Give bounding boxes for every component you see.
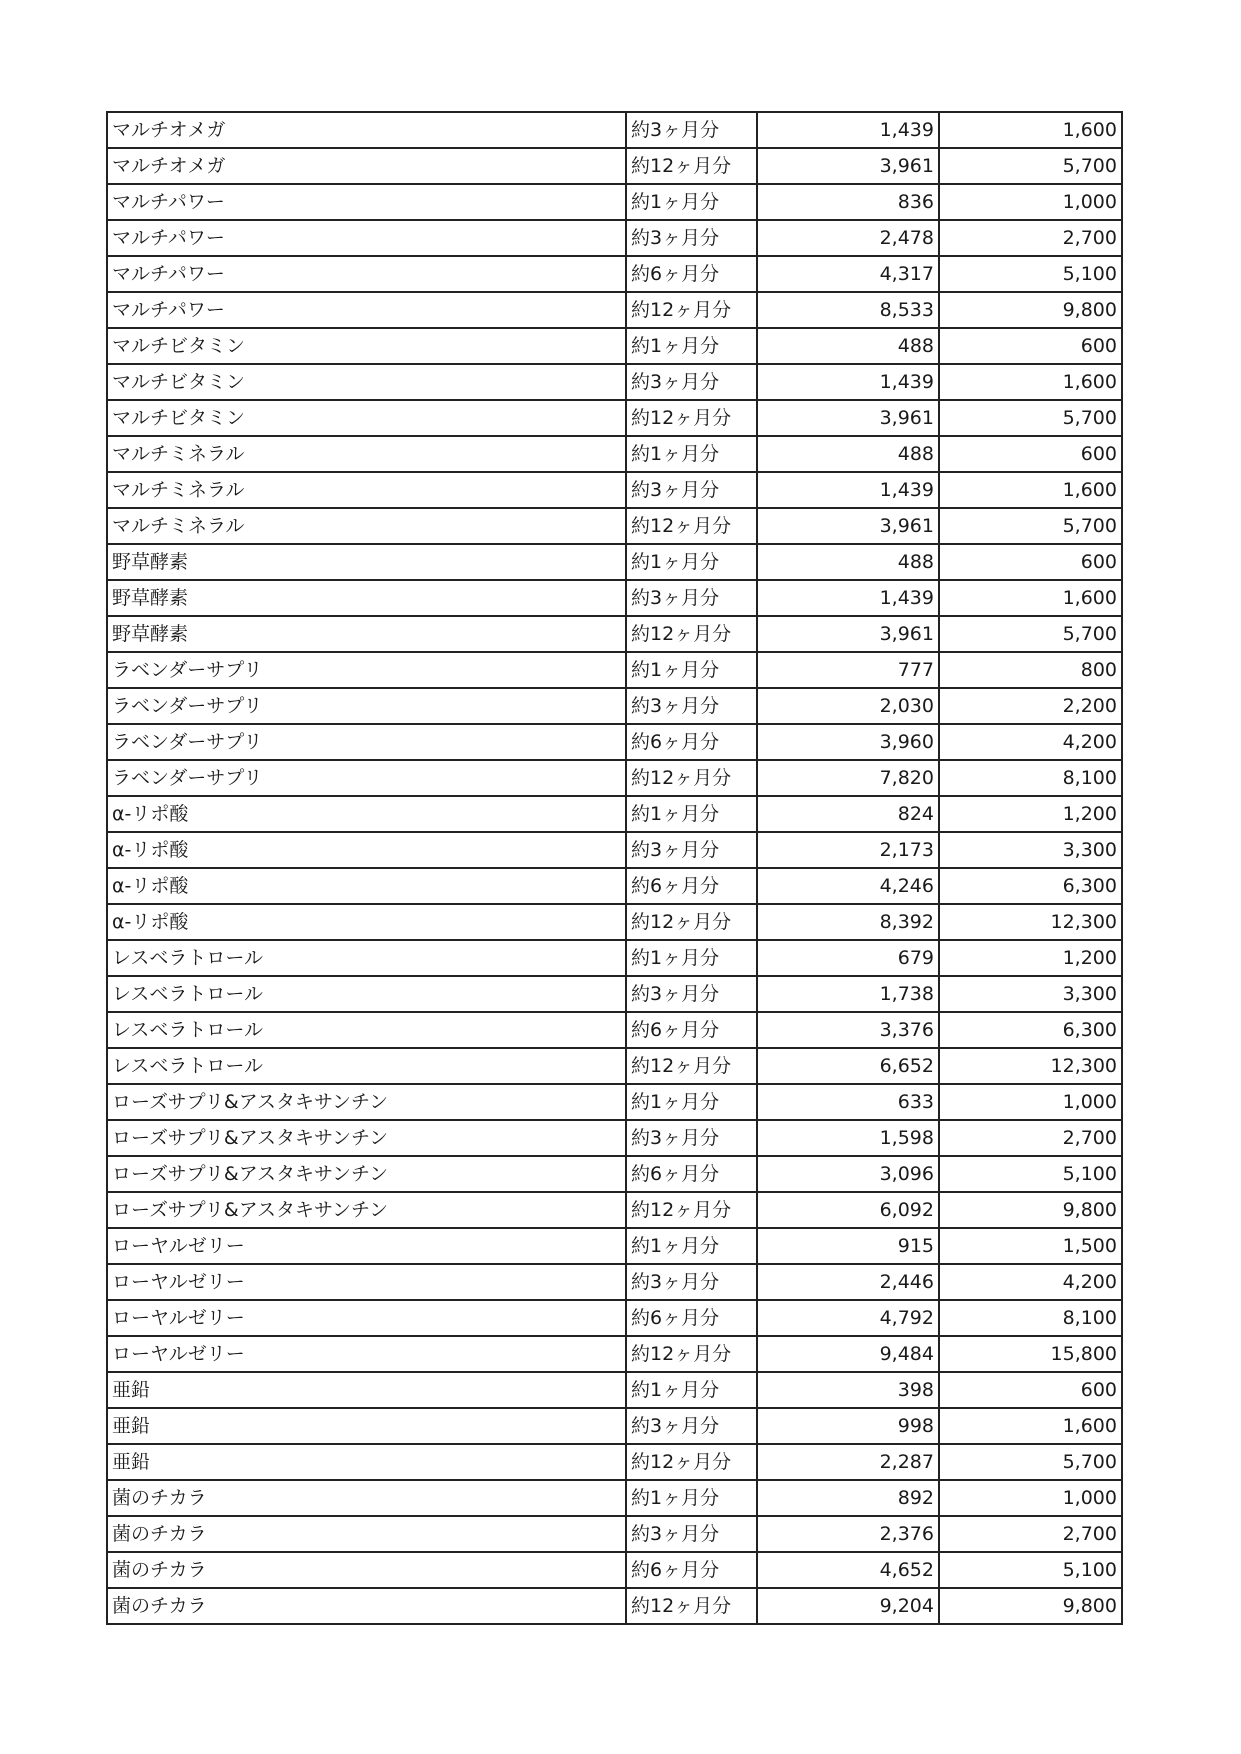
period-cell: 約12ヶ月分 xyxy=(626,508,757,544)
product-name-cell: ラベンダーサプリ xyxy=(107,760,626,796)
cost-cell: 892 xyxy=(757,1480,939,1516)
price-cell: 1,000 xyxy=(939,1084,1122,1120)
period-cell: 約1ヶ月分 xyxy=(626,1372,757,1408)
period-cell: 約6ヶ月分 xyxy=(626,1156,757,1192)
price-cell: 600 xyxy=(939,544,1122,580)
table-row xyxy=(107,1444,1122,1480)
cost-cell: 4,246 xyxy=(757,868,939,904)
table-row xyxy=(107,112,1122,148)
cost-cell: 836 xyxy=(757,184,939,220)
price-cell: 1,600 xyxy=(939,1408,1122,1444)
product-name-cell: マルチオメガ xyxy=(107,112,626,148)
price-table-body xyxy=(107,112,1122,1624)
product-name-cell: α-リポ酸 xyxy=(107,796,626,832)
cost-cell: 8,392 xyxy=(757,904,939,940)
product-name-cell: ラベンダーサプリ xyxy=(107,688,626,724)
period-cell: 約6ヶ月分 xyxy=(626,1012,757,1048)
table-row xyxy=(107,1588,1122,1624)
product-name-cell: α-リポ酸 xyxy=(107,868,626,904)
product-name-cell: マルチビタミン xyxy=(107,364,626,400)
price-cell: 800 xyxy=(939,652,1122,688)
table-row xyxy=(107,220,1122,256)
price-cell: 3,300 xyxy=(939,976,1122,1012)
cost-cell: 8,533 xyxy=(757,292,939,328)
cost-cell: 9,204 xyxy=(757,1588,939,1624)
product-name-cell: ローズサプリ&アスタキサンチン xyxy=(107,1156,626,1192)
cost-cell: 915 xyxy=(757,1228,939,1264)
price-cell: 8,100 xyxy=(939,1300,1122,1336)
product-name-cell: マルチミネラル xyxy=(107,436,626,472)
product-name-cell: レスベラトロール xyxy=(107,1012,626,1048)
price-cell: 6,300 xyxy=(939,1012,1122,1048)
product-name-cell: マルチオメガ xyxy=(107,148,626,184)
product-name-cell: ローズサプリ&アスタキサンチン xyxy=(107,1120,626,1156)
table-row xyxy=(107,1336,1122,1372)
period-cell: 約1ヶ月分 xyxy=(626,1084,757,1120)
period-cell: 約3ヶ月分 xyxy=(626,364,757,400)
price-cell: 15,800 xyxy=(939,1336,1122,1372)
period-cell: 約6ヶ月分 xyxy=(626,1300,757,1336)
table-row xyxy=(107,400,1122,436)
price-table xyxy=(106,111,1123,1625)
cost-cell: 2,446 xyxy=(757,1264,939,1300)
cost-cell: 7,820 xyxy=(757,760,939,796)
product-name-cell: 菌のチカラ xyxy=(107,1588,626,1624)
table-row xyxy=(107,148,1122,184)
period-cell: 約3ヶ月分 xyxy=(626,1516,757,1552)
table-row xyxy=(107,1012,1122,1048)
period-cell: 約12ヶ月分 xyxy=(626,148,757,184)
price-cell: 1,000 xyxy=(939,1480,1122,1516)
cost-cell: 488 xyxy=(757,436,939,472)
table-row xyxy=(107,1084,1122,1120)
cost-cell: 1,439 xyxy=(757,580,939,616)
period-cell: 約12ヶ月分 xyxy=(626,1588,757,1624)
cost-cell: 3,961 xyxy=(757,400,939,436)
cost-cell: 3,961 xyxy=(757,148,939,184)
product-name-cell: マルチパワー xyxy=(107,184,626,220)
price-cell: 1,000 xyxy=(939,184,1122,220)
price-cell: 6,300 xyxy=(939,868,1122,904)
product-name-cell: マルチパワー xyxy=(107,220,626,256)
cost-cell: 488 xyxy=(757,328,939,364)
cost-cell: 4,317 xyxy=(757,256,939,292)
table-row xyxy=(107,1372,1122,1408)
cost-cell: 2,376 xyxy=(757,1516,939,1552)
product-name-cell: マルチミネラル xyxy=(107,508,626,544)
product-name-cell: 野草酵素 xyxy=(107,544,626,580)
period-cell: 約1ヶ月分 xyxy=(626,544,757,580)
cost-cell: 1,439 xyxy=(757,112,939,148)
table-row xyxy=(107,868,1122,904)
product-name-cell: ローヤルゼリー xyxy=(107,1264,626,1300)
cost-cell: 3,376 xyxy=(757,1012,939,1048)
period-cell: 約3ヶ月分 xyxy=(626,1120,757,1156)
period-cell: 約6ヶ月分 xyxy=(626,868,757,904)
period-cell: 約1ヶ月分 xyxy=(626,796,757,832)
table-row xyxy=(107,292,1122,328)
price-cell: 12,300 xyxy=(939,904,1122,940)
price-cell: 5,700 xyxy=(939,616,1122,652)
period-cell: 約12ヶ月分 xyxy=(626,616,757,652)
price-cell: 2,200 xyxy=(939,688,1122,724)
period-cell: 約12ヶ月分 xyxy=(626,760,757,796)
product-name-cell: マルチパワー xyxy=(107,256,626,292)
table-row xyxy=(107,436,1122,472)
cost-cell: 633 xyxy=(757,1084,939,1120)
table-row xyxy=(107,760,1122,796)
cost-cell: 4,652 xyxy=(757,1552,939,1588)
table-row xyxy=(107,508,1122,544)
product-name-cell: マルチミネラル xyxy=(107,472,626,508)
cost-cell: 6,652 xyxy=(757,1048,939,1084)
price-cell: 12,300 xyxy=(939,1048,1122,1084)
product-name-cell: 菌のチカラ xyxy=(107,1552,626,1588)
table-row xyxy=(107,1300,1122,1336)
table-row xyxy=(107,1264,1122,1300)
cost-cell: 6,092 xyxy=(757,1192,939,1228)
table-row xyxy=(107,472,1122,508)
cost-cell: 4,792 xyxy=(757,1300,939,1336)
product-name-cell: マルチビタミン xyxy=(107,328,626,364)
table-row xyxy=(107,1048,1122,1084)
cost-cell: 398 xyxy=(757,1372,939,1408)
cost-cell: 3,960 xyxy=(757,724,939,760)
table-row xyxy=(107,328,1122,364)
price-cell: 4,200 xyxy=(939,1264,1122,1300)
period-cell: 約3ヶ月分 xyxy=(626,688,757,724)
table-row xyxy=(107,1480,1122,1516)
table-row xyxy=(107,904,1122,940)
price-cell: 1,600 xyxy=(939,364,1122,400)
price-cell: 1,600 xyxy=(939,112,1122,148)
table-row xyxy=(107,544,1122,580)
cost-cell: 1,439 xyxy=(757,364,939,400)
price-cell: 600 xyxy=(939,436,1122,472)
period-cell: 約3ヶ月分 xyxy=(626,580,757,616)
period-cell: 約1ヶ月分 xyxy=(626,436,757,472)
period-cell: 約3ヶ月分 xyxy=(626,1264,757,1300)
product-name-cell: α-リポ酸 xyxy=(107,832,626,868)
price-cell: 5,700 xyxy=(939,400,1122,436)
period-cell: 約1ヶ月分 xyxy=(626,328,757,364)
period-cell: 約3ヶ月分 xyxy=(626,220,757,256)
table-row xyxy=(107,1120,1122,1156)
table-row xyxy=(107,616,1122,652)
period-cell: 約12ヶ月分 xyxy=(626,400,757,436)
price-cell: 1,500 xyxy=(939,1228,1122,1264)
price-cell: 4,200 xyxy=(939,724,1122,760)
cost-cell: 2,030 xyxy=(757,688,939,724)
cost-cell: 998 xyxy=(757,1408,939,1444)
table-row xyxy=(107,1408,1122,1444)
cost-cell: 1,598 xyxy=(757,1120,939,1156)
period-cell: 約12ヶ月分 xyxy=(626,1192,757,1228)
price-cell: 5,700 xyxy=(939,1444,1122,1480)
product-name-cell: 亜鉛 xyxy=(107,1408,626,1444)
table-row xyxy=(107,1156,1122,1192)
product-name-cell: 野草酵素 xyxy=(107,616,626,652)
table-row xyxy=(107,184,1122,220)
cost-cell: 2,287 xyxy=(757,1444,939,1480)
period-cell: 約1ヶ月分 xyxy=(626,940,757,976)
product-name-cell: ローヤルゼリー xyxy=(107,1228,626,1264)
product-name-cell: 亜鉛 xyxy=(107,1372,626,1408)
period-cell: 約6ヶ月分 xyxy=(626,724,757,760)
price-cell: 5,100 xyxy=(939,1156,1122,1192)
period-cell: 約1ヶ月分 xyxy=(626,1480,757,1516)
cost-cell: 777 xyxy=(757,652,939,688)
cost-cell: 824 xyxy=(757,796,939,832)
period-cell: 約12ヶ月分 xyxy=(626,1048,757,1084)
price-cell: 1,600 xyxy=(939,472,1122,508)
table-row xyxy=(107,976,1122,1012)
period-cell: 約12ヶ月分 xyxy=(626,1444,757,1480)
product-name-cell: 野草酵素 xyxy=(107,580,626,616)
product-name-cell: マルチビタミン xyxy=(107,400,626,436)
table-row xyxy=(107,1552,1122,1588)
cost-cell: 1,738 xyxy=(757,976,939,1012)
product-name-cell: レスベラトロール xyxy=(107,1048,626,1084)
cost-cell: 3,961 xyxy=(757,508,939,544)
price-cell: 1,200 xyxy=(939,940,1122,976)
cost-cell: 2,173 xyxy=(757,832,939,868)
cost-cell: 488 xyxy=(757,544,939,580)
cost-cell: 3,961 xyxy=(757,616,939,652)
period-cell: 約6ヶ月分 xyxy=(626,1552,757,1588)
period-cell: 約6ヶ月分 xyxy=(626,256,757,292)
table-row xyxy=(107,724,1122,760)
cost-cell: 1,439 xyxy=(757,472,939,508)
product-name-cell: ラベンダーサプリ xyxy=(107,724,626,760)
cost-cell: 679 xyxy=(757,940,939,976)
product-name-cell: 菌のチカラ xyxy=(107,1480,626,1516)
price-cell: 3,300 xyxy=(939,832,1122,868)
period-cell: 約1ヶ月分 xyxy=(626,184,757,220)
period-cell: 約3ヶ月分 xyxy=(626,832,757,868)
table-row xyxy=(107,256,1122,292)
table-row xyxy=(107,688,1122,724)
price-cell: 5,700 xyxy=(939,508,1122,544)
price-cell: 2,700 xyxy=(939,1120,1122,1156)
product-name-cell: マルチパワー xyxy=(107,292,626,328)
cost-cell: 9,484 xyxy=(757,1336,939,1372)
price-cell: 600 xyxy=(939,1372,1122,1408)
price-cell: 5,700 xyxy=(939,148,1122,184)
period-cell: 約3ヶ月分 xyxy=(626,112,757,148)
price-cell: 5,100 xyxy=(939,1552,1122,1588)
table-row xyxy=(107,1228,1122,1264)
table-row xyxy=(107,364,1122,400)
product-name-cell: ローズサプリ&アスタキサンチン xyxy=(107,1192,626,1228)
product-name-cell: ローヤルゼリー xyxy=(107,1300,626,1336)
table-row xyxy=(107,580,1122,616)
period-cell: 約1ヶ月分 xyxy=(626,1228,757,1264)
table-row xyxy=(107,796,1122,832)
product-name-cell: 亜鉛 xyxy=(107,1444,626,1480)
period-cell: 約3ヶ月分 xyxy=(626,1408,757,1444)
cost-cell: 3,096 xyxy=(757,1156,939,1192)
period-cell: 約12ヶ月分 xyxy=(626,904,757,940)
period-cell: 約12ヶ月分 xyxy=(626,292,757,328)
table-row xyxy=(107,832,1122,868)
product-name-cell: ローズサプリ&アスタキサンチン xyxy=(107,1084,626,1120)
table-row xyxy=(107,1516,1122,1552)
price-cell: 2,700 xyxy=(939,220,1122,256)
product-name-cell: 菌のチカラ xyxy=(107,1516,626,1552)
table-row xyxy=(107,1192,1122,1228)
period-cell: 約12ヶ月分 xyxy=(626,1336,757,1372)
product-name-cell: ラベンダーサプリ xyxy=(107,652,626,688)
product-name-cell: ローヤルゼリー xyxy=(107,1336,626,1372)
product-name-cell: レスベラトロール xyxy=(107,976,626,1012)
period-cell: 約1ヶ月分 xyxy=(626,652,757,688)
price-cell: 1,600 xyxy=(939,580,1122,616)
product-name-cell: レスベラトロール xyxy=(107,940,626,976)
price-cell: 2,700 xyxy=(939,1516,1122,1552)
table-row xyxy=(107,940,1122,976)
price-cell: 5,100 xyxy=(939,256,1122,292)
cost-cell: 2,478 xyxy=(757,220,939,256)
price-cell: 9,800 xyxy=(939,292,1122,328)
table-row xyxy=(107,652,1122,688)
price-cell: 1,200 xyxy=(939,796,1122,832)
period-cell: 約3ヶ月分 xyxy=(626,472,757,508)
price-cell: 8,100 xyxy=(939,760,1122,796)
price-cell: 600 xyxy=(939,328,1122,364)
price-cell: 9,800 xyxy=(939,1588,1122,1624)
product-name-cell: α-リポ酸 xyxy=(107,904,626,940)
price-cell: 9,800 xyxy=(939,1192,1122,1228)
period-cell: 約3ヶ月分 xyxy=(626,976,757,1012)
